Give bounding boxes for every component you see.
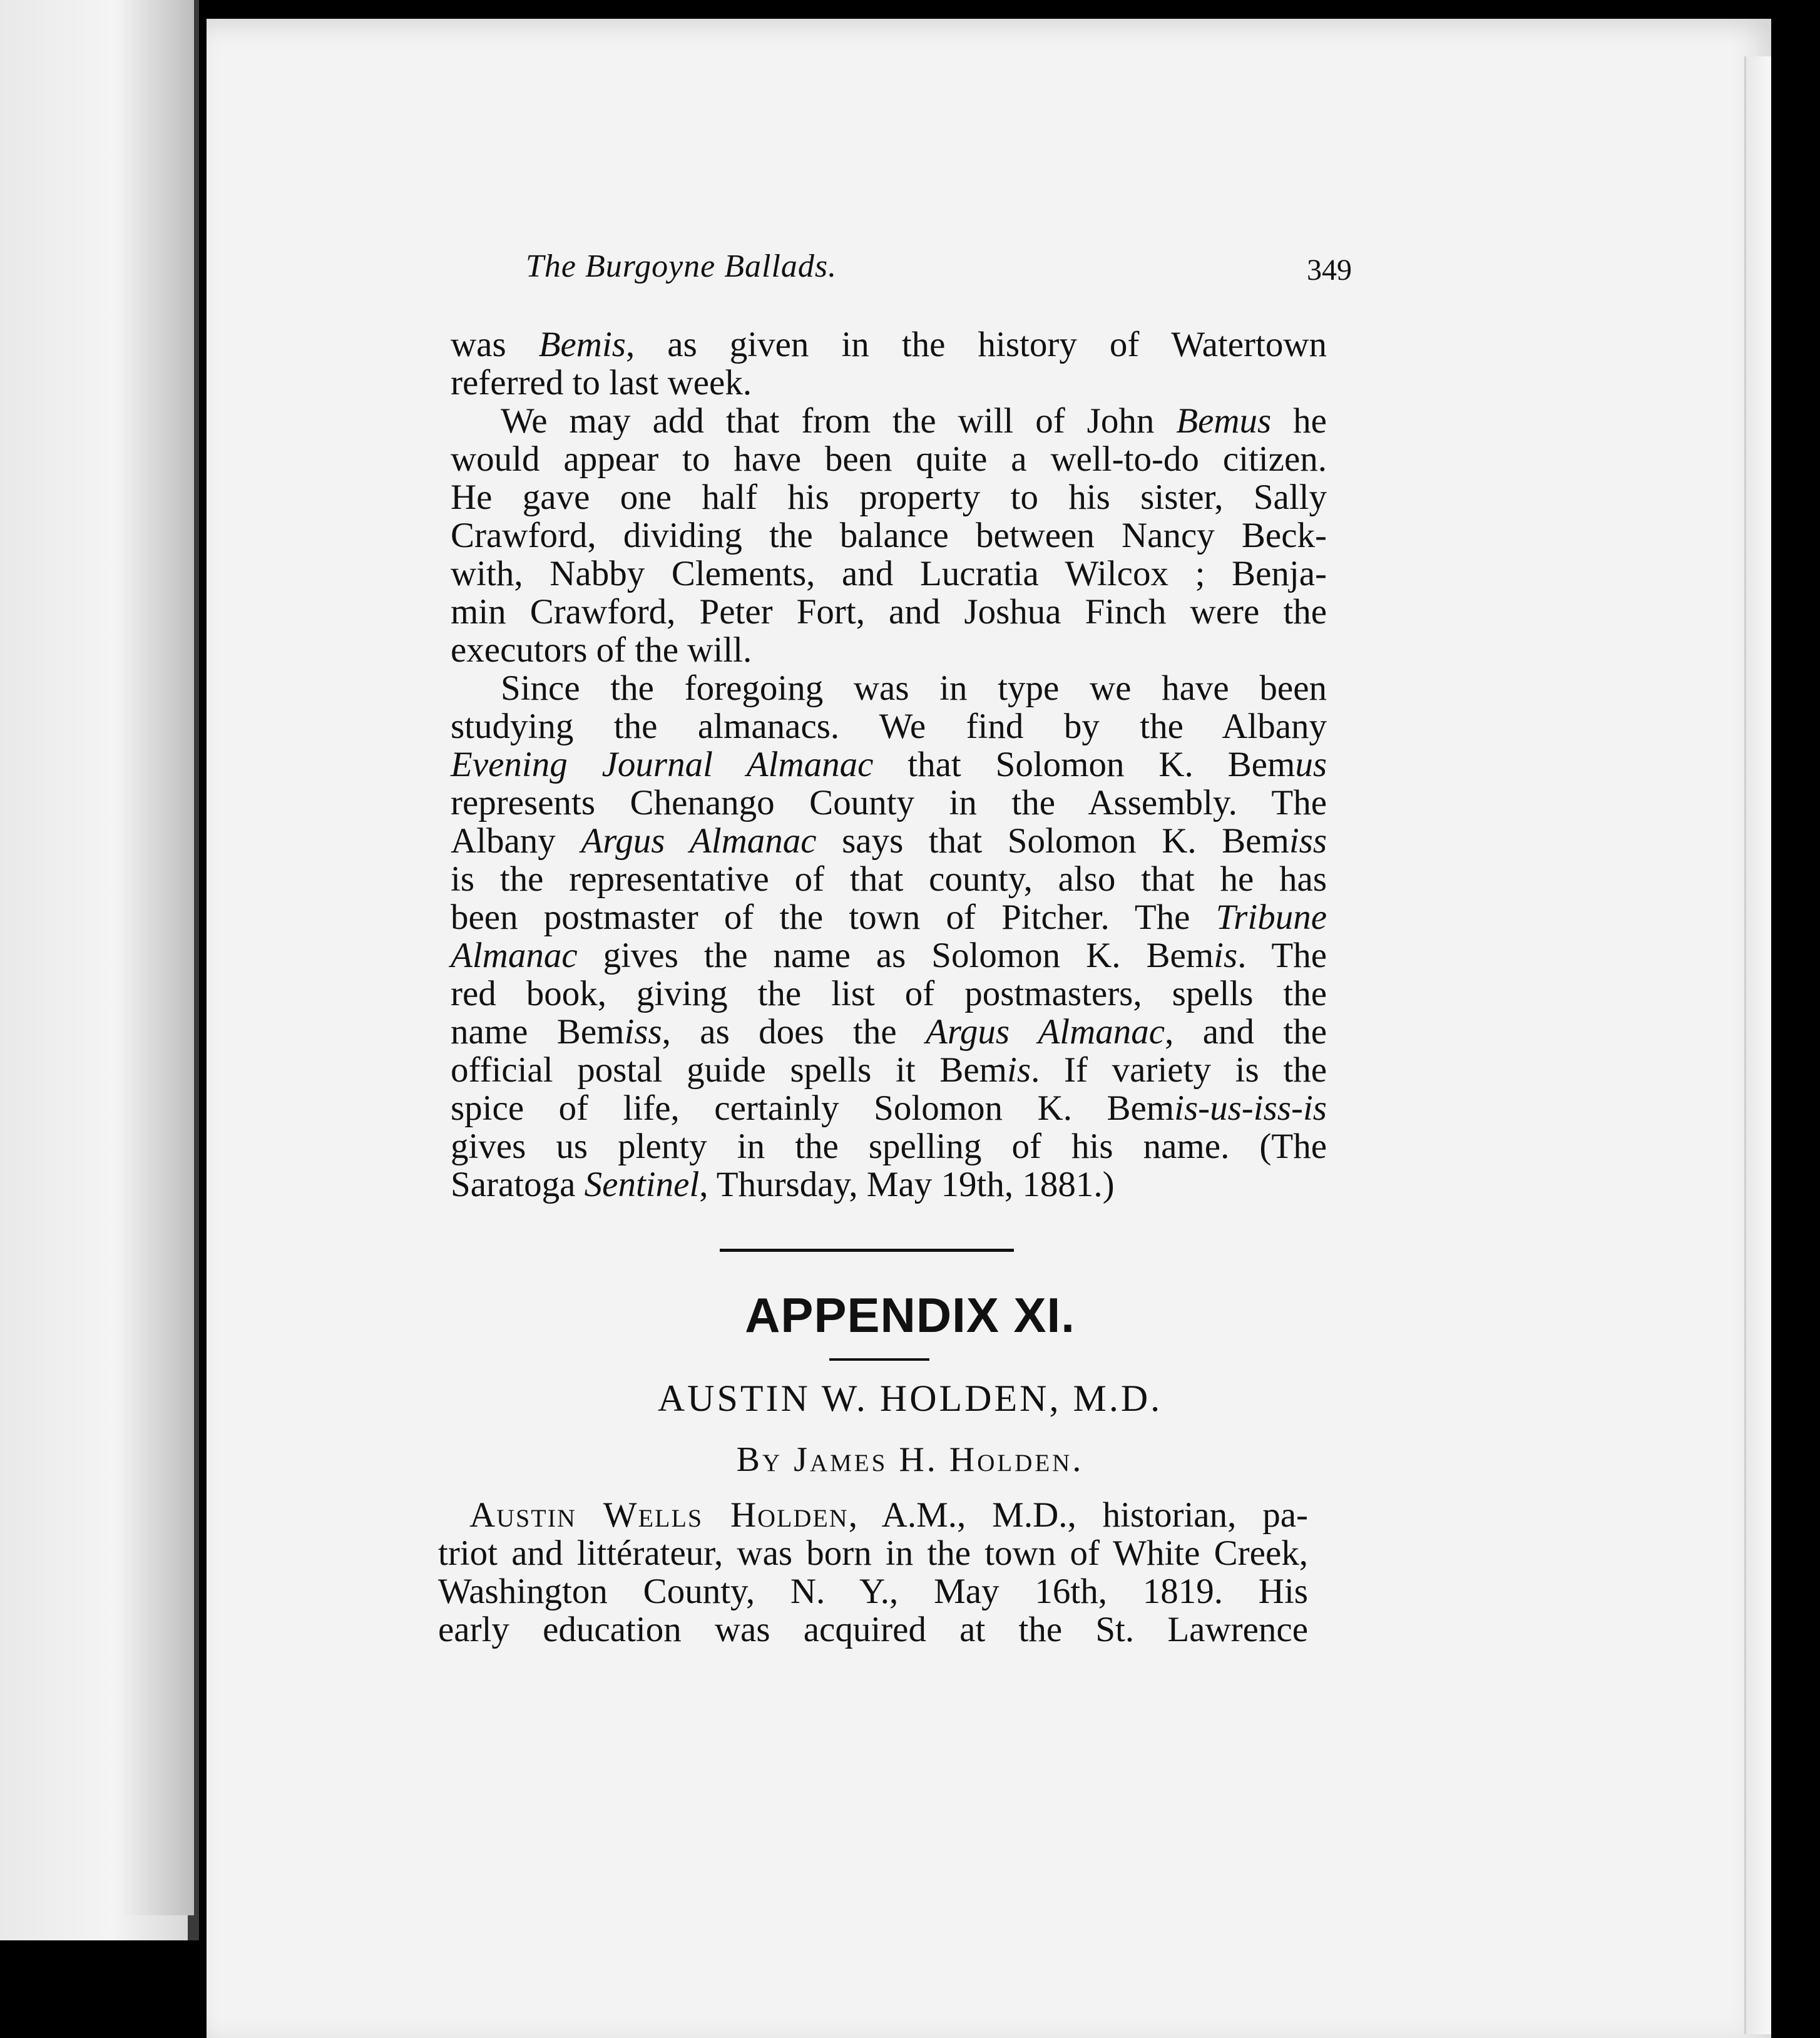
text-line: He gave one half his property to his sister, Sally — [451, 478, 1327, 517]
body-text — [451, 325, 1327, 1204]
text-line: min Crawford, Peter Fort, and Joshua Finch were the — [451, 592, 1327, 632]
text-line: Crawford, dividing the balance between Nancy Beck- — [451, 516, 1327, 555]
text-line: early education was acquired at the St. Lawrence — [438, 1610, 1308, 1649]
text-line: studying the almanacs. We find by the Albany — [451, 707, 1327, 746]
byline: By James H. Holden. — [736, 1440, 1084, 1479]
text-line: name Bemiss, as does the Argus Almanac, and the — [451, 1012, 1327, 1052]
text-line: Austin Wells Holden, A.M., M.D., historian, pa- — [469, 1495, 1308, 1535]
running-title: The Burgoyne Ballads. — [526, 248, 837, 284]
text-line: Washington County, N. Y., May 16th, 1819. His — [438, 1572, 1308, 1611]
biography-text — [438, 1496, 1308, 1649]
text-line: been postmaster of the town of Pitcher. The Tribune — [451, 898, 1327, 937]
text-line: Albany Argus Almanac says that Solomon K. Bemiss — [451, 821, 1327, 861]
page-fore-edge — [1744, 56, 1771, 2034]
text-line: We may add that from the will of John Bemus he — [501, 401, 1327, 441]
paragraph-3 — [451, 669, 1327, 1204]
heading-rule — [829, 1358, 929, 1361]
text-line: Evening Journal Almanac that Solomon K. Bemus — [451, 745, 1327, 784]
text-line: would appear to have been quite a well-to-do citizen. — [451, 439, 1327, 479]
text-line: executors of the will. — [451, 630, 752, 670]
text-line: official postal guide spells it Bemis. If variety is the — [451, 1050, 1327, 1090]
text-line: red book, giving the list of postmasters, spells the — [451, 974, 1327, 1013]
book-gutter — [119, 0, 194, 1915]
text-line: Since the foregoing was in type we have been — [501, 668, 1327, 708]
text-line: referred to last week. — [451, 363, 752, 402]
text-line: triot and littérateur, was born in the town of White Creek, — [438, 1534, 1308, 1573]
section-divider — [720, 1249, 1014, 1252]
text-line: was Bemis, as given in the history of Watertown — [451, 325, 1327, 364]
paragraph-1 — [451, 325, 1327, 402]
page-number: 349 — [1307, 253, 1352, 287]
scan-border — [1782, 0, 1820, 2038]
text-line: spice of life, certainly Solomon K. Bemis-us-iss-is — [451, 1088, 1327, 1128]
text-line: Saratoga Sentinel, Thursday, May 19th, 1881.) — [451, 1165, 1115, 1204]
text-line: is the representative of that county, also that he has — [451, 859, 1327, 899]
paragraph-2 — [451, 402, 1327, 669]
appendix-subject: AUSTIN W. HOLDEN, M.D. — [657, 1378, 1163, 1419]
text-line: gives us plenty in the spelling of his name. (The — [451, 1127, 1327, 1166]
page-header — [526, 248, 1352, 298]
text-line: with, Nabby Clements, and Lucratia Wilcox ; Benja- — [451, 554, 1327, 593]
text-line: Almanac gives the name as Solomon K. Bemis. The — [451, 936, 1327, 975]
appendix-heading: APPENDIX XI. — [745, 1288, 1075, 1343]
text-line: represents Chenango County in the Assembly. The — [451, 783, 1327, 822]
